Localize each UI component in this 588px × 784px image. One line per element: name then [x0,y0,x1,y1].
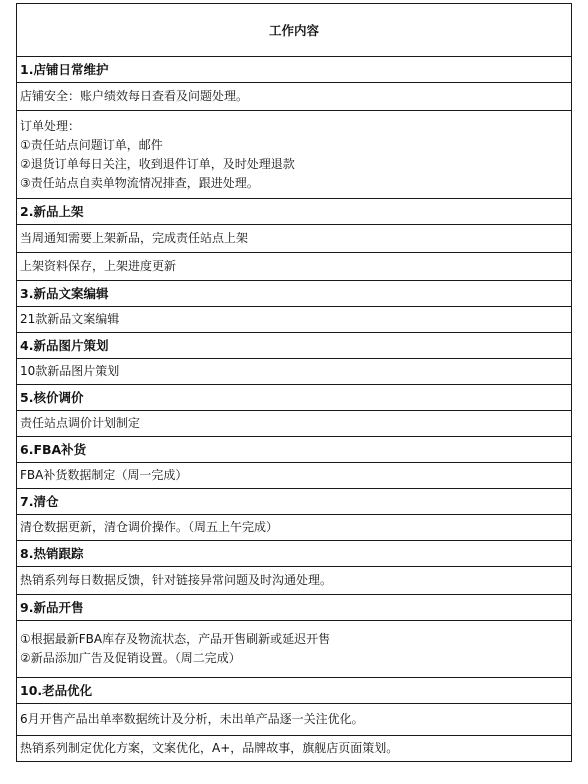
table-header-label: 工作内容 [268,22,319,38]
table-header [17,4,571,57]
section-title-label: 9.新品开售 [20,600,84,615]
section-title-label: 3.新品文案编辑 [20,286,109,301]
row-text: 热销系列制定优化方案，文案优化，A+，品牌故事，旗舰店页面策划。 [20,741,399,755]
row-text: 21款新品文案编辑 [20,312,120,326]
table-row [17,307,571,333]
table-row [17,253,571,281]
table-row [17,225,571,253]
section-title [17,678,571,704]
section-title-label: 4.新品图片策划 [20,338,109,353]
row-text: 热销系列每日数据反馈，针对链接异常问题及时沟通处理。 [20,573,333,587]
row-text: 10款新品图片策划 [20,364,120,378]
section-title-label: 6.FBA补货 [20,442,87,457]
row-text: FBA补货数据制定（周一完成） [20,468,188,482]
section-title-label: 7.清仓 [20,494,59,509]
table-row [17,411,571,437]
row-text: 订单处理： [20,118,81,133]
table-row [17,515,571,541]
table-row [17,736,571,762]
row-text: 清仓数据更新，清仓调价操作。（周五上午完成） [20,520,279,534]
table-row [17,704,571,736]
table-row [17,111,571,199]
table-row [17,621,571,678]
section-title [17,281,571,307]
table-row [17,567,571,595]
work-content-table [16,3,572,762]
row-text: ②退货订单每日关注，收到退件订单，及时处理退款 [20,156,295,171]
section-title [17,541,571,567]
row-text: ②新品添加广告及促销设置。（周二完成） [20,651,241,665]
row-text: ①根据最新FBA库存及物流状态，产品开售刷新或延迟开售 [20,632,331,646]
table-row [17,83,571,111]
row-text: ③责任站点自卖单物流情况排查，跟进处理。 [20,175,259,190]
row-text: 上架资料保存，上架进度更新 [20,259,177,273]
section-title-label: 5.核价调价 [20,390,84,405]
table-row [17,463,571,489]
section-title [17,385,571,411]
row-text: ①责任站点问题订单，邮件 [20,137,163,152]
row-text: 店铺安全：账户绩效每日查看及问题处理。 [20,89,249,103]
section-title [17,437,571,463]
row-text: 责任站点调价计划制定 [20,416,141,430]
section-title [17,57,571,83]
section-title [17,333,571,359]
table-row [17,359,571,385]
section-title [17,489,571,515]
section-title-label: 8.热销跟踪 [20,546,84,561]
section-title-label: 1.店铺日常维护 [20,62,109,77]
section-title-label: 10.老品优化 [20,683,93,698]
section-title-label: 2.新品上架 [20,204,84,219]
section-title [17,595,571,621]
section-title [17,199,571,225]
row-text: 当周通知需要上架新品，完成责任站点上架 [20,231,249,245]
row-text: 6月开售产品出单率数据统计及分析，未出单产品逐一关注优化。 [20,712,364,726]
